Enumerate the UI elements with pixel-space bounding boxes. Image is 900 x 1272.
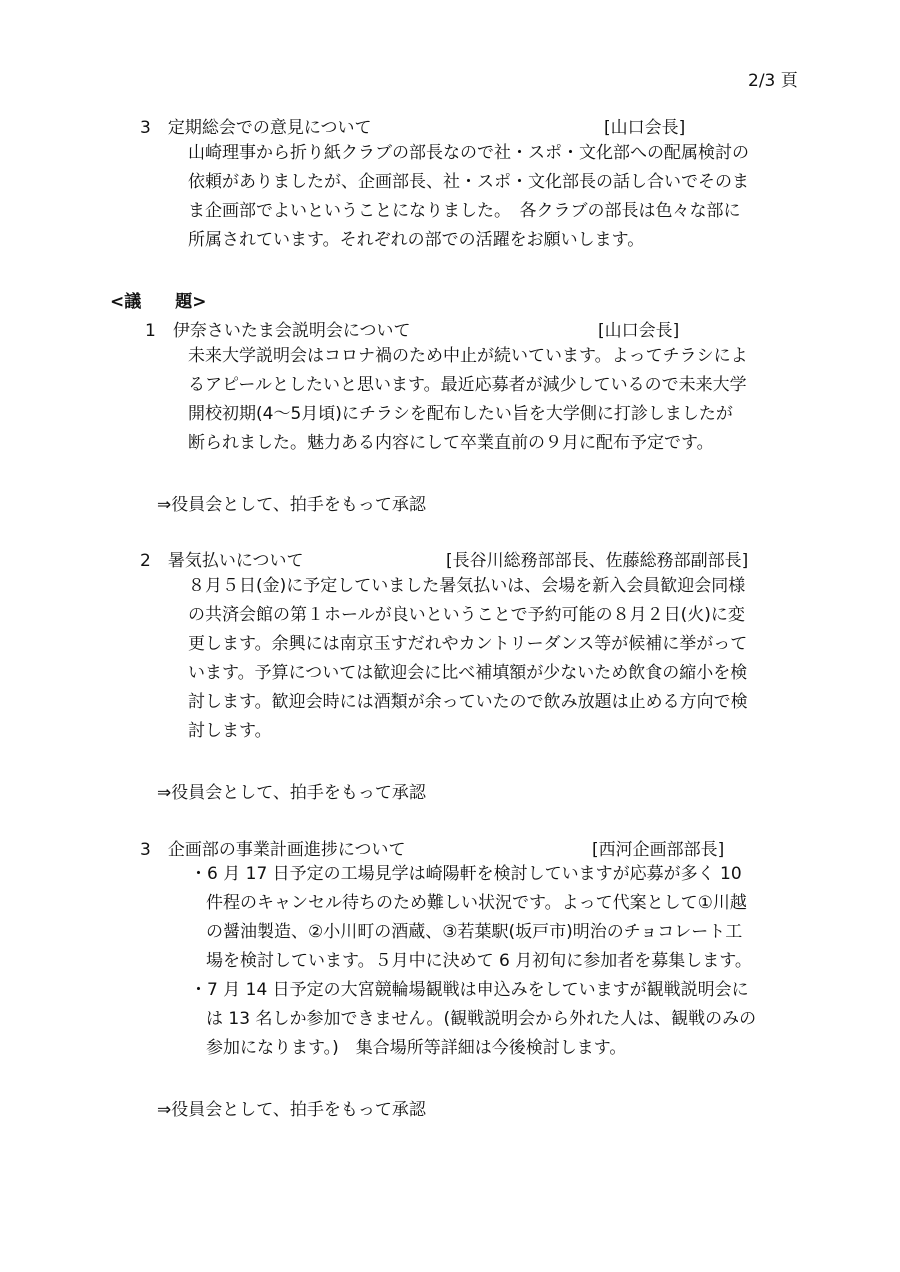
agenda-body-line: 討します。 [188, 721, 272, 741]
agenda-body-line: 討します。歓迎会時には酒類が余っていたので飲み放題は止める方向で検 [188, 692, 748, 712]
item-body-line: ま企画部でよいということになりました。 各クラブの部長は色々な部に [188, 201, 741, 221]
agenda-body-line: の共済会館の第１ホールが良いということで予約可能の８月２日(火)に変 [188, 605, 745, 625]
agenda-result: ⇒役員会として、拍手をもって承認 [157, 1100, 426, 1120]
agenda-bullet-line: 場を検討しています。５月中に決めて 6 月初旬に参加者を募集します。 [206, 951, 752, 971]
agenda-title: 2 暑気払いについて [140, 551, 304, 571]
agenda-body-line: 更します。余興には南京玉すだれやカントリーダンス等が候補に挙がって [188, 634, 748, 654]
item-body-line: 所属されています。それぞれの部での活躍をお願いします。 [188, 230, 645, 250]
item-speaker: [山口会長] [604, 118, 686, 138]
agenda-bullet-line: ・6 月 17 日予定の工場見学は崎陽軒を検討していますが応募が多く 10 [190, 864, 742, 884]
agenda-body-line: います。予算については歓迎会に比べ補填額が少ないため飲食の縮小を検 [188, 663, 748, 683]
agenda-body-line: ８月５日(金)に予定していました暑気払いは、会場を新入会員歓迎会同様 [188, 576, 746, 596]
agenda-body-line: 断られました。魅力ある内容にして卒業直前の９月に配布予定です。 [188, 433, 714, 453]
agenda-title: 3 企画部の事業計画進捗について [140, 840, 406, 860]
agenda-speaker: [長谷川総務部部長、佐藤総務部副部長] [446, 551, 749, 571]
item-body-line: 山崎理事から折り紙クラブの部長なので社・スポ・文化部への配属検討の [188, 143, 749, 163]
agenda-bullet-line: 件程のキャンセル待ちのため難しい状況です。よって代案として①川越 [206, 893, 747, 913]
item-title: 3 定期総会での意見について [140, 118, 372, 138]
agenda-bullet-line: の醤油製造、②小川町の酒蔵、③若葉駅(坂戸市)明治のチョコレート工 [206, 922, 743, 942]
agenda-speaker: [西河企画部部長] [592, 840, 725, 860]
agenda-body-line: 開校初期(4～5月頃)にチラシを配布したい旨を大学側に打診しましたが [188, 404, 733, 424]
agenda-bullet-line: ・7 月 14 日予定の大宮競輪場観戦は申込みをしていますが観戦説明会に [190, 980, 749, 1000]
item-body-line: 依頼がありましたが、企画部長、社・スポ・文化部長の話し合いでそのま [188, 172, 749, 192]
agenda-body-line: 未来大学説明会はコロナ禍のため中止が続いています。よってチラシによ [188, 346, 748, 366]
agenda-result: ⇒役員会として、拍手をもって承認 [157, 783, 426, 803]
agenda-title: 1 伊奈さいたま会説明会について [145, 321, 411, 341]
page-number: 2/3 頁 [748, 71, 798, 91]
agenda-bullet-line: 参加になります。) 集合場所等詳細は今後検討します。 [206, 1038, 627, 1058]
agenda-body-line: るアピールとしたいと思います。最近応募者が減少しているので未来大学 [188, 375, 747, 395]
agenda-speaker: [山口会長] [598, 321, 680, 341]
agenda-result: ⇒役員会として、拍手をもって承認 [157, 495, 426, 515]
agenda-bullet-line: は 13 名しか参加できません。(観戦説明会から外れた人は、観戦のみの [206, 1009, 757, 1029]
agenda-heading: <議 題> [110, 292, 207, 312]
